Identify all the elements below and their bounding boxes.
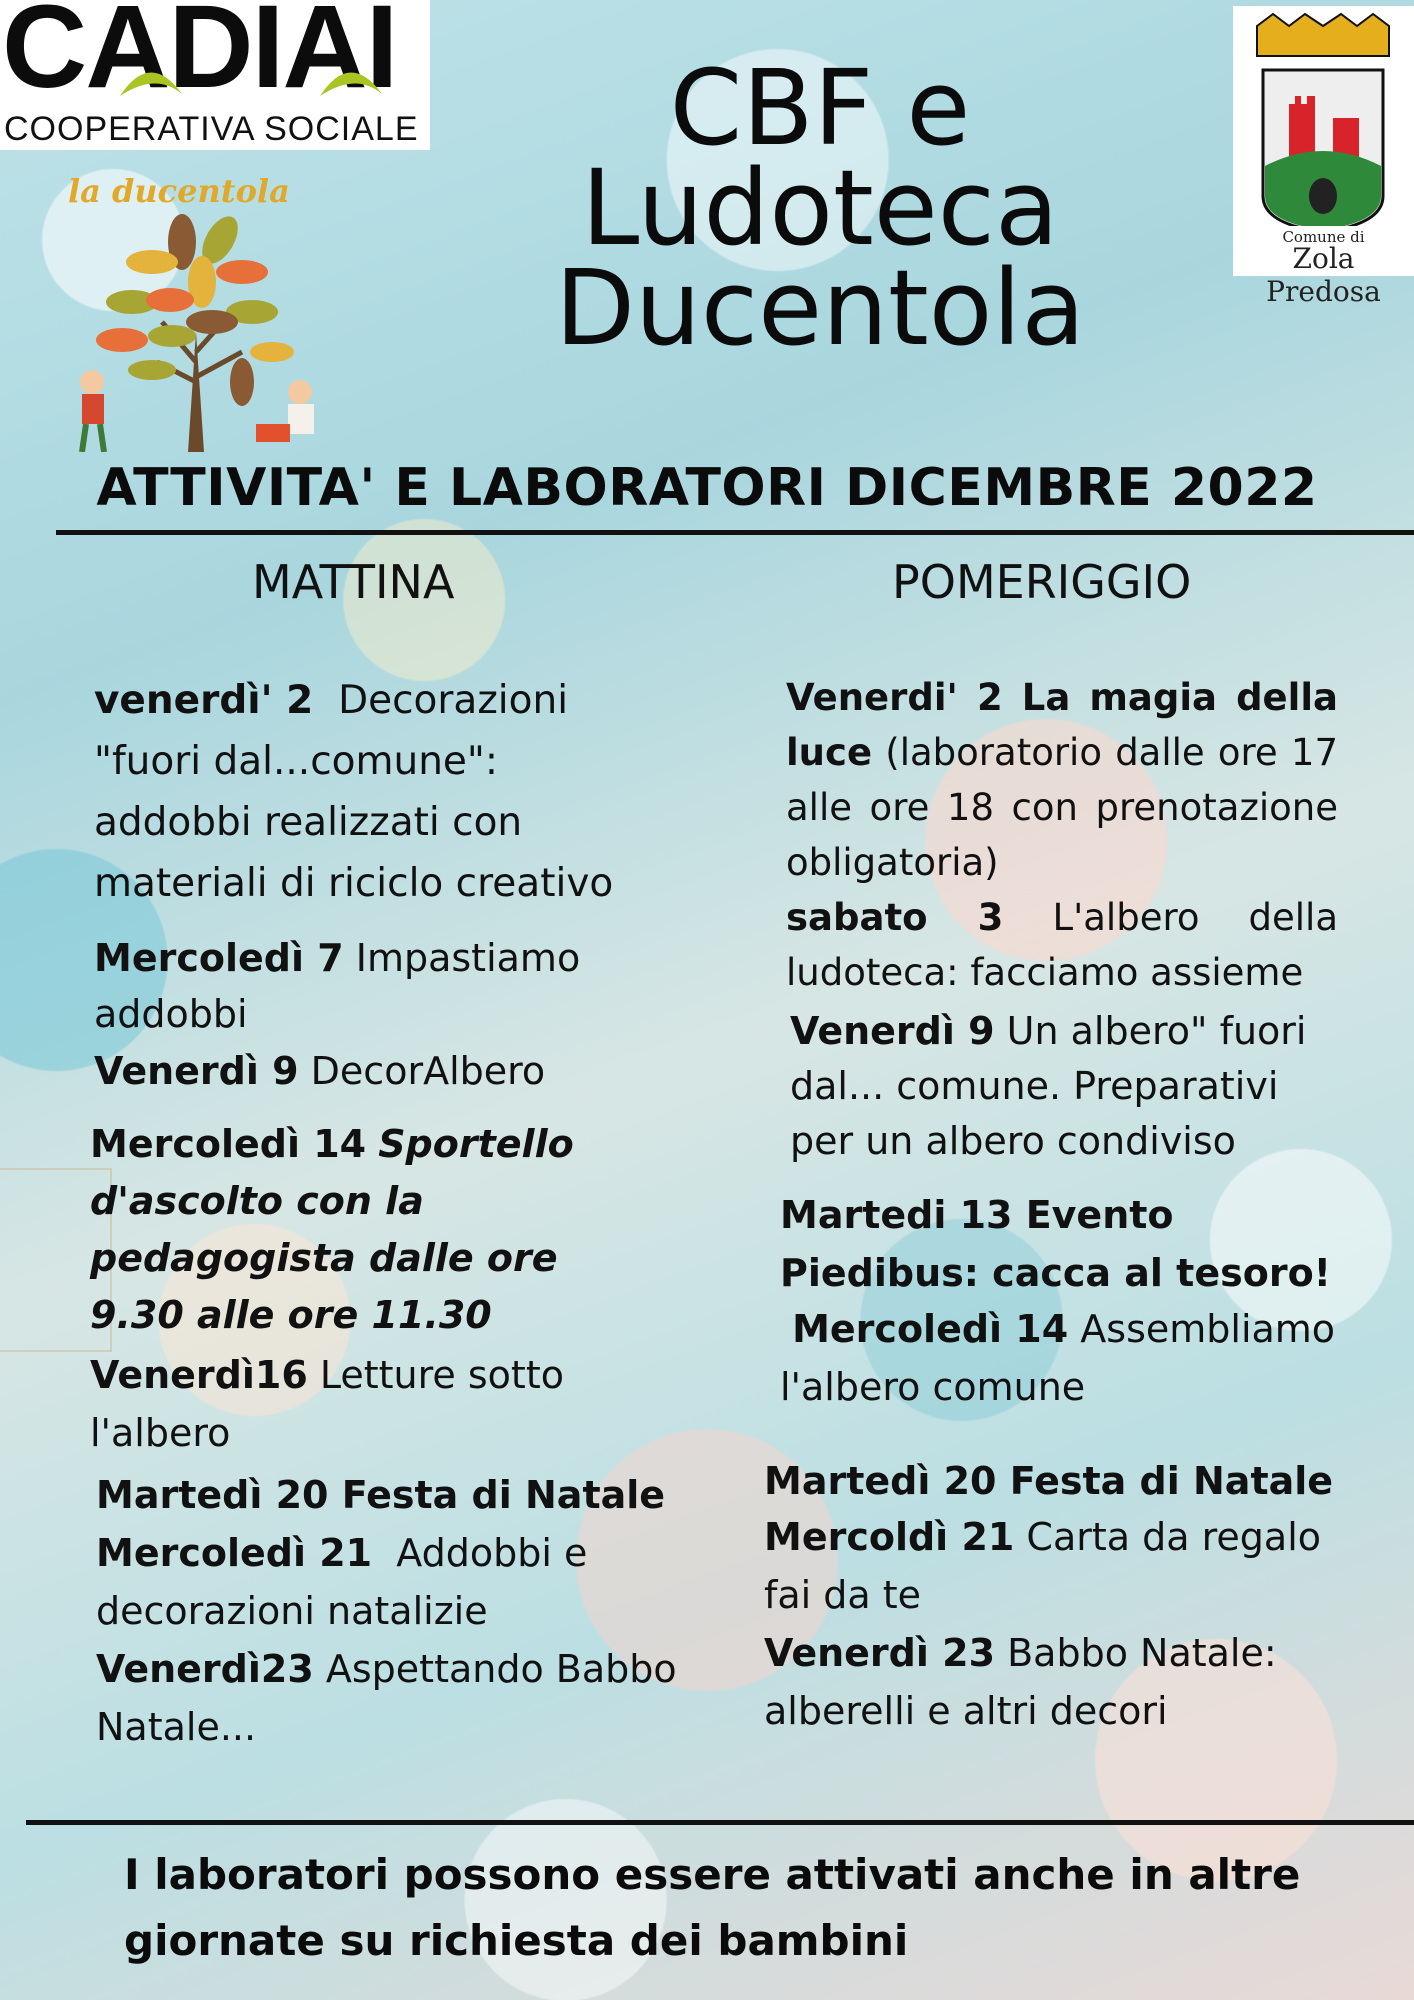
ducentola-logo-name: la ducentola <box>68 172 290 210</box>
entry-text: Impastiamo addobbi <box>94 936 581 1036</box>
entry-text: Letture sotto l'albero <box>90 1353 564 1455</box>
entry-text: Addobbi e decorazioni natalizie <box>96 1531 588 1633</box>
entry-day: venerdì' 2 <box>94 678 314 723</box>
title-line: Ducentola <box>554 247 1086 369</box>
list-item <box>786 890 1338 1000</box>
entry-day: Mercoldì 21 <box>764 1515 1015 1559</box>
list-item <box>780 1186 1380 1302</box>
list-item <box>90 1346 610 1462</box>
list-item <box>764 1624 1304 1740</box>
entry-text: Un albero" fuori dal... comune. Preparativi per un albero condiviso <box>790 1009 1307 1163</box>
entry-day: Martedi 13 Evento Piedibus: cacca al tesoro! <box>780 1193 1331 1295</box>
entry-day: Mercoledì 7 <box>94 936 344 980</box>
entry-text: (laboratorio dalle ore 17 alle ore 18 con prenotazione obligatoria) <box>786 731 1338 884</box>
list-item <box>764 1508 1364 1624</box>
column-heading-pomeriggio: POMERIGGIO <box>892 555 1192 609</box>
list-item <box>94 670 614 914</box>
list-item <box>764 1452 1364 1510</box>
divider <box>26 1820 1414 1825</box>
zola-predosa-crest-icon <box>1233 6 1414 226</box>
list-item <box>780 1300 1340 1416</box>
list-item <box>94 930 614 1042</box>
entry-text: DecorAlbero <box>310 1049 546 1093</box>
entry-text: Sportello d'ascolto con la pedagogista dalle ore 9.30 alle ore 11.30 <box>90 1122 574 1337</box>
subtitle: ATTIVITA' E LABORATORI DICEMBRE 2022 <box>96 458 1318 518</box>
list-item <box>96 1524 616 1640</box>
footer-note: I laboratori possono essere attivati anche in altre giornate su richiesta dei bambini <box>124 1850 1301 1965</box>
entry-day: Martedì 20 Festa di Natale <box>96 1473 666 1517</box>
list-item <box>96 1640 696 1756</box>
entry-text: Decorazioni "fuori dal...comune": addobbi realizzati con materiali di riciclo creativo <box>94 678 614 906</box>
entry-day: Venerdì16 <box>90 1353 308 1397</box>
entry-day: Venerdì 9 <box>790 1009 995 1053</box>
entry-text: L'albero della ludoteca: facciamo assieme <box>786 896 1338 994</box>
divider <box>56 530 1414 535</box>
entry-text: Assembliamo l'albero comune <box>780 1307 1336 1409</box>
column-heading-mattina: MATTINA <box>252 555 455 609</box>
entry-text: Babbo Natale: alberelli e altri decori <box>764 1631 1277 1733</box>
entry-day: Martedì 20 Festa di Natale <box>764 1459 1334 1503</box>
entry-day: Venerdi' 2 La magia della luce <box>786 676 1338 774</box>
entry-text: Carta da regalo fai da te <box>764 1515 1321 1617</box>
title-line: CBF e <box>669 47 971 169</box>
entry-day: Venerdì 23 <box>764 1631 996 1675</box>
title-line: Ludoteca <box>581 147 1059 269</box>
crest-caption-bottom: Zola Predosa <box>1266 242 1381 308</box>
entry-day: Mercoledì 14 <box>90 1122 367 1166</box>
tree-with-children-icon <box>62 212 332 452</box>
crest-caption-top: Comune di <box>1282 228 1365 246</box>
ducentola-logo <box>62 172 332 452</box>
list-item <box>96 1466 696 1524</box>
list-item <box>786 670 1338 890</box>
list-item <box>790 1004 1320 1169</box>
entry-day: Mercoledì 21 <box>96 1531 373 1575</box>
entry-text: Aspettando Babbo Natale... <box>96 1647 677 1749</box>
list-item <box>90 1116 650 1344</box>
entry-day: sabato 3 <box>786 896 1004 939</box>
cadiai-logo <box>0 0 430 150</box>
cadiai-logo-subtitle: COOPERATIVA SOCIALE <box>4 110 419 148</box>
entry-day: Mercoledì 14 <box>792 1307 1069 1351</box>
entry-day: Venerdì 9 <box>94 1049 299 1093</box>
entry-day: Venerdì23 <box>96 1647 314 1691</box>
cadiai-accent-swoosh-icon <box>0 0 430 113</box>
cadiai-logo-wordmark: CADIAI <box>2 0 397 113</box>
page-title <box>470 47 1170 369</box>
list-item <box>94 1042 614 1100</box>
comune-crest-logo <box>1233 6 1414 308</box>
